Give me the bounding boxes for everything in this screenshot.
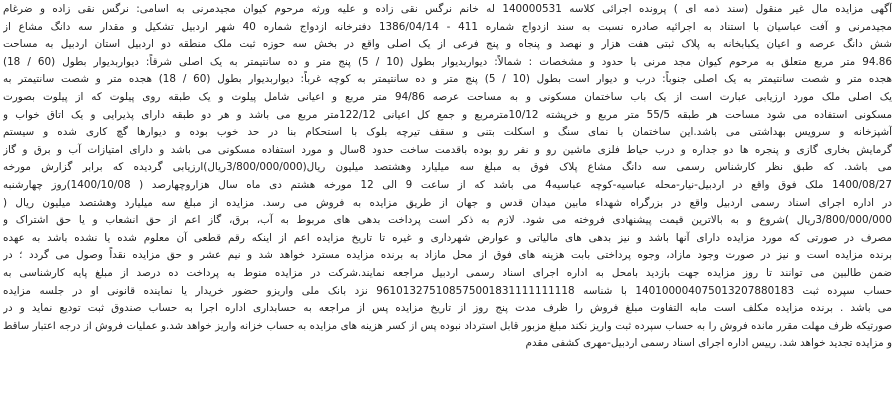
auction-notice-text: [3, 0, 892, 411]
notice-line: 3/800/000/000ریال )شروع و به بالاترین قیمت پیشنهادی فروخته می شود. لازم به ذکر است پرداخت بدهی های مربوط به آب، برق، گاز اعم از حق انشعاب و یا حق اشتراک و: [3, 214, 892, 227]
notice-line: گرمایش بخاری گازی و پنجره ها دو جداره و درب حیاط فلزی ماشین رو و نفر رو بوده باقدمت ساخت حدود 8سال و مورد استفاده مسکونی می باشد و دارای امتیازات آب و برق و گاز: [3, 143, 892, 156]
notice-line: می باشد . برنده مزایده مکلف است مابه التفاوت مبلغ فروش را ظرف مدت پنج روز از تاریخ مزایده پس از مراجعه به حسابداری اداره اجرا به حساب صندوق ثبت تودیع نماید و در: [3, 302, 892, 315]
notice-line: می باشد. که طبق نظر کارشناس رسمی سه دانگ مشاع پلاک فوق به مبلغ سه میلیارد وهشتصد میلیون ریال(3/800/000/000ریال)ارزیابی گردیده که برابر گزارش مورخه: [3, 161, 892, 174]
notice-line: آگهی مزایده مال غیر منقول (سند ذمه ای ) پرونده اجرائی کلاسه 140000531 له خانم نرگس نقی زاده و علیه ورثه مرحوم کیوان مجیدمرنی به اسامی: نرگس نقی زاده و ضرغام: [3, 3, 892, 15]
notice-line: 94.86 متر مربع متعلق به مرحوم کیوان مجد مرنی با حدود و مشخصات : شمالاً: دیواربدیوار بطول (10 / 5) پنج متر و ده سانتیمتر به یک اصلی شرقاً: دیواربدیوار بطول (60 / 18): [3, 55, 892, 68]
notice-line: آشپزخانه و سرویس بهداشتی می باشد.این ساختمان با نمای سنگ و اسکلت بتنی و سقف تیرچه بلوک با استحکام بنا در حد خوب بوده و دیوارها گچ کاری شده و سیستم: [3, 126, 892, 139]
notice-line: حساب سپرده ثبت 140100004075013207880183 با شناسه 961013275108575001831111111118 نزد بانک ملی واریزو حضور خریدار یا نماینده قانونی او در جلسه مزایده: [3, 284, 892, 297]
notice-line: برنده مزایده است و نیز در صورت وجود مازاد، وجوه پرداختی بابت هزینه های فوق از محل مازاد به برنده مزایده مسترد خواهد شد و نیم عشر و حق مزایده نقداً وصول می گردد ؛ در: [3, 249, 892, 262]
notice-line: 1400/08/27 ملک فوق واقع در اردبیل-نیار-محله عباسیه-کوچه عباسیه4 می باشد که از ساعت 9 الی 12 مورخه هشتم دی ماه سال هزاروچهارصد ( 1400/10/08)روز چهارشنبه: [3, 178, 892, 191]
notice-line: مجیدمرنی و آفت عباسیان با استناد به اجرائیه صادره نسبت به سند ازدواج شماره 411 - 1386/04/14 دفترخانه ازدواج شماره 40 شهر اردبیل تشکیل و مقدار سه دانگ مشاع از: [3, 20, 892, 33]
notice-signature-line: و مزایده تجدید خواهد شد. رییس اداره اجرای اسناد رسمی اردبیل-مهری کشفی مقدم: [525, 337, 892, 350]
notice-line: مصرف در صورتی که مورد مزایده دارای آنها باشد و نیز بدهی های مالیاتی و عوارض شهرداری و غیره تا تاریخ مزایده اعم از اینکه رقم قطعی آن معلوم شده یا نشده باشد به عهده: [3, 231, 892, 244]
notice-line: ضمن طالبین می توانند تا روز مزایده جهت بازدید بامحل به اداره اجرای اسناد رسمی اردبیل مراجعه نمایند.شرکت در مزایده منوط به پرداخت ده درصد از مبلغ پایه کارشناسی به: [3, 266, 892, 279]
notice-line: صورتیکه ظرف مهلت مقرر مانده فروش را به حساب سپرده ثبت واریز نکند مبلغ مزبور قابل استرداد نبوده پس از کسر هزینه های مزایده به حساب خزانه واریز خواهد شد.و عملیات فروش از درجه اعتبار ساقط: [3, 320, 892, 332]
notice-line: مسکونی استفاده می شود مساحت هر طبقه 55/5 متر مربع و خرپشته 10/12مترمربع و جمع کل اعیانی 122/12متر مربع می باشد و هر دو طبقه دارای پذیرایی و یک اتاق خواب و: [3, 108, 892, 121]
notice-line: هجده متر و شصت سانتیمتر به یک اصلی جنوباً: درب و دیوار است بطول (10 / 5) پنج متر و ده سانتیمتر به کوچه غرباً: دیواربدیوار بطول (60 / 18) هجده متر و شصت سانتیمتر به: [3, 73, 892, 86]
notice-line: شش دانگ عرصه و اعیان یکبابخانه به پلاک ثبتی هفت هزار و نهصد و پنجاه و پنج فرعی از یک اصلی واقع در بخش سه حوزه ثبت ملک منطقه دو اردبیل استان اردبیل به مساحت: [3, 38, 892, 51]
notice-line: در اداره اجرای اسناد رسمی اردبیل واقع در بزرگراه شهداء مابین میدان قدس و جهان از طریق مزایده به فروش می رسد. مزایده از مبلغ سه میلیارد وهشتصد میلیون ریال (: [3, 196, 892, 209]
notice-line: یک اصلی ملک مورد ارزیابی عبارت است از یک باب ساختمان مسکونی و به مساحت عرصه 94/86 متر مربع و اعیانی شامل پیلوت و یک طبقه روی پیلوت که از پیلوت بصورت: [3, 90, 892, 103]
